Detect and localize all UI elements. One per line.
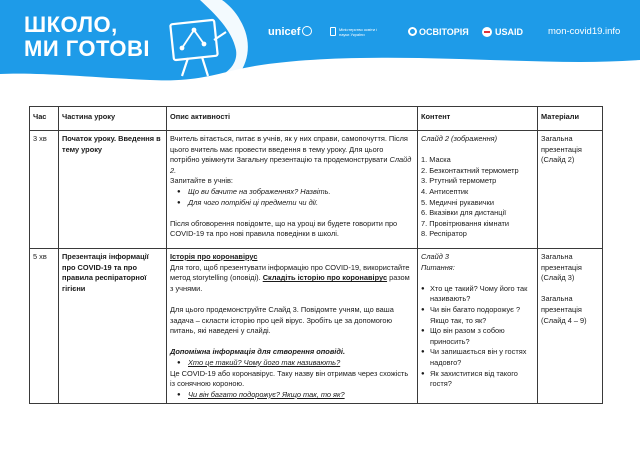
list-item: ● Чи він багато подорожує? Якщо так, то як? bbox=[170, 390, 414, 401]
cell-activity bbox=[167, 249, 418, 404]
col-header-materials: Матеріали bbox=[538, 107, 603, 131]
list-item: ● Для чого потрібні ці предмети чи дії. bbox=[170, 198, 414, 209]
partner-logos bbox=[268, 24, 640, 42]
activity-intro: Вчитель вітається, питає в учнів, як у них справи, самопочуття. Після цього вчитель має провести введення в тему уроку. Для цього потрібно увімкнути Загальну презентацію та продемонструвати bbox=[170, 134, 408, 165]
cell-part: Початок уроку. Введення в тему уроку bbox=[59, 131, 167, 249]
activity-p1b: Складіть історію про коронавірус bbox=[262, 273, 388, 283]
page-title bbox=[24, 13, 150, 61]
trident-icon bbox=[330, 27, 336, 36]
website-link[interactable]: mon-covid19.info bbox=[548, 26, 621, 37]
cell-content bbox=[418, 249, 538, 404]
list-item: 5. Медичні рукавички bbox=[421, 197, 494, 207]
cell-activity bbox=[167, 131, 418, 249]
content-label: Питання: bbox=[421, 262, 455, 272]
content-slide: Слайд 2 (зображення) bbox=[421, 134, 498, 143]
list-item: 1. Маска bbox=[421, 155, 451, 165]
cell-part: Презентація інформації про COVID-19 та про правила респіраторної гігієни bbox=[59, 249, 167, 404]
list-item: 8. Респіратор bbox=[421, 229, 467, 239]
activity-ask: Запитайте в учнів: bbox=[170, 176, 233, 186]
activity-after: Після обговорення повідомте, що на уроці ви будете говорити про COVID-19 та про нові правила поведінки в школі. bbox=[170, 218, 398, 239]
col-header-content: Контент bbox=[418, 107, 538, 131]
lesson-plan-table bbox=[29, 106, 603, 404]
cell-time: 5 хв bbox=[30, 249, 59, 404]
usaid-logo: USAID bbox=[482, 24, 523, 40]
ring-icon bbox=[408, 27, 417, 36]
title-line-2: МИ ГОТОВІ bbox=[24, 36, 151, 61]
activity-helper: Допоміжна інформація для створення оповіді. bbox=[170, 347, 346, 357]
activity-questions bbox=[170, 187, 414, 208]
content-list bbox=[421, 155, 534, 240]
cell-materials bbox=[538, 249, 603, 404]
helper-question-1 bbox=[170, 358, 414, 369]
globe-icon bbox=[302, 26, 312, 36]
easel-board-icon bbox=[166, 16, 228, 80]
ministry-logo: Міністерство освіти і науки України bbox=[330, 27, 380, 37]
table-header-row bbox=[30, 107, 603, 131]
list-item: ● Хто це такий? Чому його так називають? bbox=[170, 358, 414, 369]
helper-answer-1: Це COVID-19 або коронавірус. Таку назву він отримав через схожість із сонячною короною. bbox=[170, 368, 409, 389]
cell-content bbox=[418, 131, 538, 249]
list-item: ● Що ви бачите на зображеннях? Назвіть. bbox=[170, 187, 414, 198]
list-item: ● Що він разом з собою приносить? bbox=[421, 326, 534, 347]
col-header-activity: Опис активності bbox=[167, 107, 418, 131]
list-item: 6. Вказівки для дистанції bbox=[421, 208, 507, 218]
col-header-part: Частина уроку bbox=[59, 107, 167, 131]
activity-heading: Історія про коронавірус bbox=[170, 252, 258, 261]
activity-p2: Для цього продемонструйте Слайд 3. Повідомте учням, що ваша задача – скласти історію про цей вірус. Зробіть це за допомогою питань, які наведені у слайді. bbox=[170, 304, 394, 336]
activity-p1c: разом з учнями. bbox=[170, 273, 410, 293]
list-item: ● Хто це такий? Чому його так називають? bbox=[421, 284, 534, 305]
table-row bbox=[30, 249, 603, 404]
materials-2: Загальна презентація (Слайд 4 – 9) bbox=[541, 294, 587, 325]
title-line-1: ШКОЛО, bbox=[24, 12, 118, 37]
header-banner bbox=[0, 0, 640, 82]
list-item: 2. Безконтактний термометр bbox=[421, 165, 519, 175]
list-item: 3. Ртутний термометр bbox=[421, 176, 497, 186]
activity-intro-slide: Слайд 2. bbox=[170, 155, 412, 175]
list-item: 4. Антисептик bbox=[421, 186, 469, 196]
materials-1: Загальна презентація (Слайд 3) bbox=[541, 252, 582, 283]
cell-time: 3 хв bbox=[30, 131, 59, 249]
list-item: ● Чи він багато подорожує ? Якщо так, то як? bbox=[421, 305, 534, 326]
unicef-logo: unicef bbox=[268, 24, 312, 40]
table-row bbox=[30, 131, 603, 249]
osvitoria-logo: ОСВІТОРІЯ bbox=[408, 24, 469, 40]
cell-materials: Загальна презентація (Слайд 2) bbox=[538, 131, 603, 249]
content-slide: Слайд 3 bbox=[421, 252, 449, 261]
col-header-time: Час bbox=[30, 107, 59, 131]
usaid-seal-icon bbox=[482, 27, 492, 37]
list-item: 7. Провітрювання кімнати bbox=[421, 218, 510, 228]
helper-question-2 bbox=[170, 390, 414, 401]
list-item: ● Чи запишається він у гостях надовго? bbox=[421, 347, 534, 368]
activity-p1a: Для того, щоб презентувати інформацію про COVID-19, використайте метод storytelling (оповіді). bbox=[170, 262, 410, 283]
list-item: ● Як захиститися від такого гостя? bbox=[421, 369, 534, 390]
